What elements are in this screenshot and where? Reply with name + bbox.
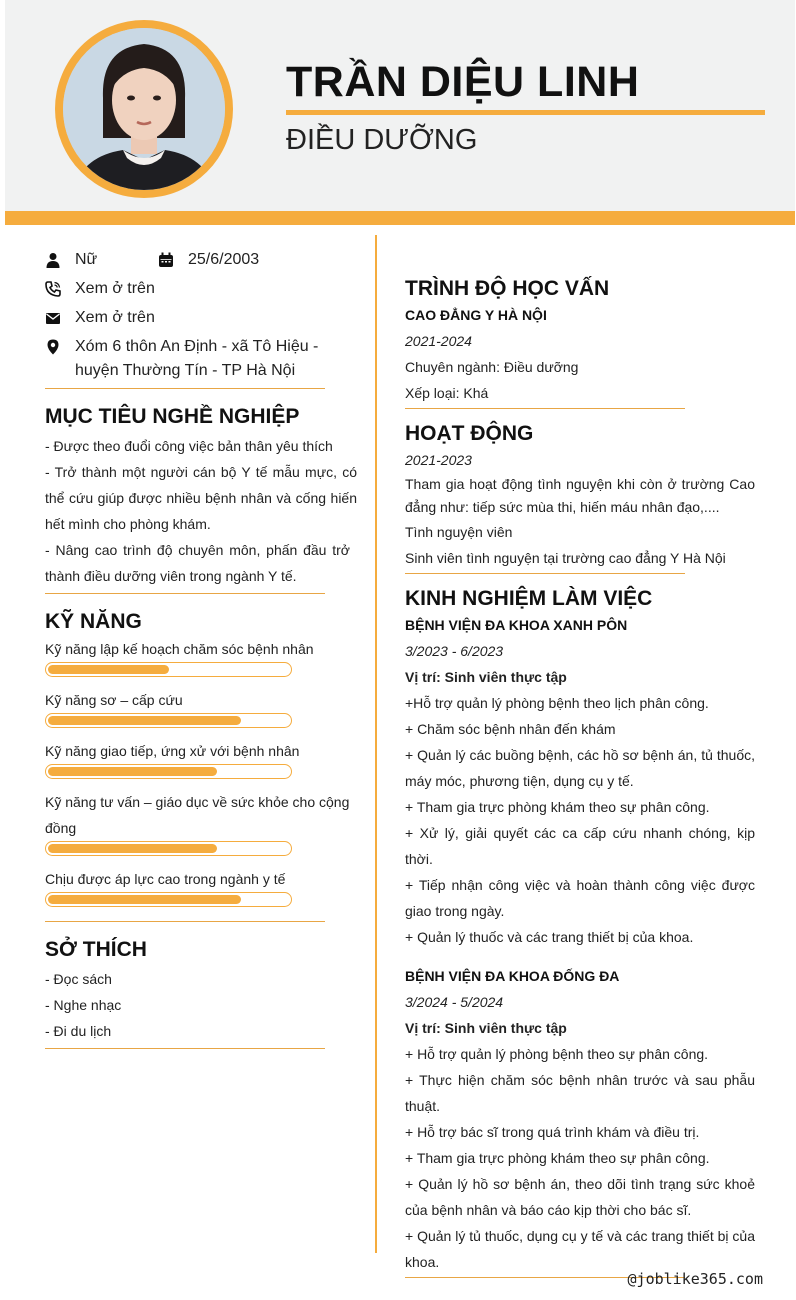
skill-bar-fill	[48, 767, 217, 776]
skills-heading: KỸ NĂNG	[45, 610, 142, 633]
education-period: 2021-2024	[405, 333, 472, 349]
mail-icon	[45, 306, 75, 330]
header-accent-bar	[5, 211, 795, 225]
user-icon	[45, 248, 75, 272]
job-period: 3/2024 - 5/2024	[405, 994, 504, 1010]
watermark: @joblike365.com	[627, 1270, 763, 1288]
contact-address	[45, 335, 357, 383]
candidate-name: TRẦN DIỆU LINH	[286, 58, 640, 106]
skill-bar-fill	[48, 716, 241, 725]
school-name: CAO ĐẲNG Y HÀ NỘI	[405, 307, 547, 323]
job-duty: + Tham gia trực phòng khám theo sự phân công.	[405, 1150, 710, 1166]
section-rule	[45, 593, 325, 594]
hobby-item: - Đọc sách	[45, 971, 112, 987]
job-title: ĐIỀU DƯỠNG	[286, 124, 478, 156]
map-pin-icon	[45, 335, 75, 359]
activities-period: 2021-2023	[405, 452, 472, 468]
section-rule	[45, 1048, 325, 1049]
job-duty: + Thực hiện chăm sóc bệnh nhân trước và sau phẫu thuật.	[405, 1072, 755, 1114]
right-column	[405, 276, 755, 1278]
section-rule	[405, 408, 685, 409]
hobbies-heading: SỞ THÍCH	[45, 938, 147, 961]
address-value: Xóm 6 thôn An Định - xã Tô Hiệu - huyện Thường Tín - TP Hà Nội	[75, 338, 319, 379]
job-duty: + Hỗ trợ bác sĩ trong quá trình khám và điều trị.	[405, 1124, 700, 1140]
birthdate-value: 25/6/2003	[188, 251, 260, 268]
skill-bar	[45, 713, 292, 728]
activities-heading: HOẠT ĐỘNG	[405, 422, 534, 445]
skill-bar	[45, 841, 292, 856]
job-duty: + Quản lý các buồng bệnh, các hồ sơ bệnh án, tủ thuốc, máy móc, phương tiện, dụng cụ y tế.	[405, 747, 755, 789]
job-duty: + Hỗ trợ quản lý phòng bệnh theo sự phân công.	[405, 1046, 709, 1062]
gender-value: Nữ	[75, 251, 98, 268]
skill-item	[45, 866, 357, 907]
job-org: BỆNH VIỆN ĐA KHOA ĐỐNG ĐA	[405, 968, 620, 984]
job-duty: +Hỗ trợ quản lý phòng bệnh theo lịch phân công.	[405, 695, 709, 711]
skill-item	[45, 738, 357, 779]
job-duty: + Chăm sóc bệnh nhân đến khám	[405, 721, 616, 737]
education-heading: TRÌNH ĐỘ HỌC VẤN	[405, 277, 610, 300]
education-major: Chuyên ngành: Điều dưỡng	[405, 359, 579, 375]
hobby-item: - Đi du lịch	[45, 1023, 112, 1039]
job-duty: + Tiếp nhận công việc và hoàn thành công việc được giao trong ngày.	[405, 877, 755, 919]
objective-line: - Trở thành một người cán bộ Y tế mẫu mực, có thể cứu giúp được nhiều bệnh nhân và cống hiến hết mình cho phòng khám.	[45, 464, 357, 532]
activities-role: Tình nguyện viên	[405, 524, 513, 540]
hobby-item: - Nghe nhạc	[45, 997, 122, 1013]
job-org: BỆNH VIỆN ĐA KHOA XANH PÔN	[405, 617, 628, 633]
skill-bar	[45, 662, 292, 677]
skill-label: Chịu được áp lực cao trong ngành y tế	[45, 871, 286, 887]
skill-bar-fill	[48, 844, 217, 853]
section-rule	[45, 388, 325, 389]
job-position: Vị trí: Sinh viên thực tập	[405, 1020, 567, 1036]
contact-gender-birthdate	[45, 248, 357, 272]
email-value: Xem ở trên	[75, 309, 155, 326]
name-underline	[286, 110, 765, 115]
contact-email	[45, 306, 357, 330]
job-duty: + Quản lý tủ thuốc, dụng cụ y tế và các trang thiết bị của khoa.	[405, 1228, 755, 1270]
job-period: 3/2023 - 6/2023	[405, 643, 504, 659]
objective-line: - Được theo đuổi công việc bản thân yêu thích	[45, 438, 333, 454]
skill-item	[45, 636, 357, 677]
job-entry	[405, 963, 755, 1275]
skill-label: Kỹ năng sơ – cấp cứu	[45, 692, 183, 708]
column-divider	[375, 235, 377, 1253]
education-grade: Xếp loại: Khá	[405, 385, 489, 401]
job-duty: + Quản lý thuốc và các trang thiết bị của khoa.	[405, 929, 694, 945]
section-rule	[45, 921, 325, 922]
contact-phone	[45, 277, 357, 301]
skill-label: Kỹ năng lập kế hoạch chăm sóc bệnh nhân	[45, 641, 314, 657]
job-duty: + Tham gia trực phòng khám theo sự phân công.	[405, 799, 710, 815]
job-duty: + Xử lý, giải quyết các ca cấp cứu nhanh chóng, kịp thời.	[405, 825, 755, 867]
skill-bar-fill	[48, 665, 169, 674]
phone-icon	[45, 277, 75, 301]
phone-value: Xem ở trên	[75, 280, 155, 297]
avatar	[63, 28, 225, 190]
job-duty: + Quản lý hồ sơ bệnh án, theo dõi tình trạng sức khoẻ của bệnh nhân và báo cáo kịp thời cho bác sĩ.	[405, 1176, 755, 1218]
avatar-frame	[55, 20, 233, 198]
skill-label: Kỹ năng giao tiếp, ứng xử với bệnh nhân	[45, 743, 300, 759]
skill-bar-fill	[48, 895, 241, 904]
job-entry	[405, 612, 755, 950]
experience-heading: KINH NGHIỆM LÀM VIỆC	[405, 587, 653, 610]
objective-heading: MỤC TIÊU NGHỀ NGHIỆP	[45, 405, 300, 428]
objective-line: - Nâng cao trình độ chuyên môn, phấn đầu trở thành điều dưỡng viên trong ngành Y tế.	[45, 542, 350, 584]
profile-photo	[63, 28, 225, 190]
section-rule	[405, 573, 685, 574]
calendar-icon	[158, 248, 188, 272]
skill-bar	[45, 764, 292, 779]
job-position: Vị trí: Sinh viên thực tập	[405, 669, 567, 685]
left-column	[45, 248, 357, 1049]
activities-detail: Sinh viên tình nguyện tại trường cao đẳng Y Hà Nội	[405, 550, 726, 566]
skill-item	[45, 687, 357, 728]
skill-label: Kỹ năng tư vấn – giáo dục về sức khỏe cho cộng đồng	[45, 794, 350, 836]
skill-item	[45, 789, 357, 856]
skill-bar	[45, 892, 292, 907]
activities-description: Tham gia hoạt động tình nguyện khi còn ở trường Cao đẳng như: tiếp sức mùa thi, hiến máu nhân đạo,....	[405, 476, 755, 515]
